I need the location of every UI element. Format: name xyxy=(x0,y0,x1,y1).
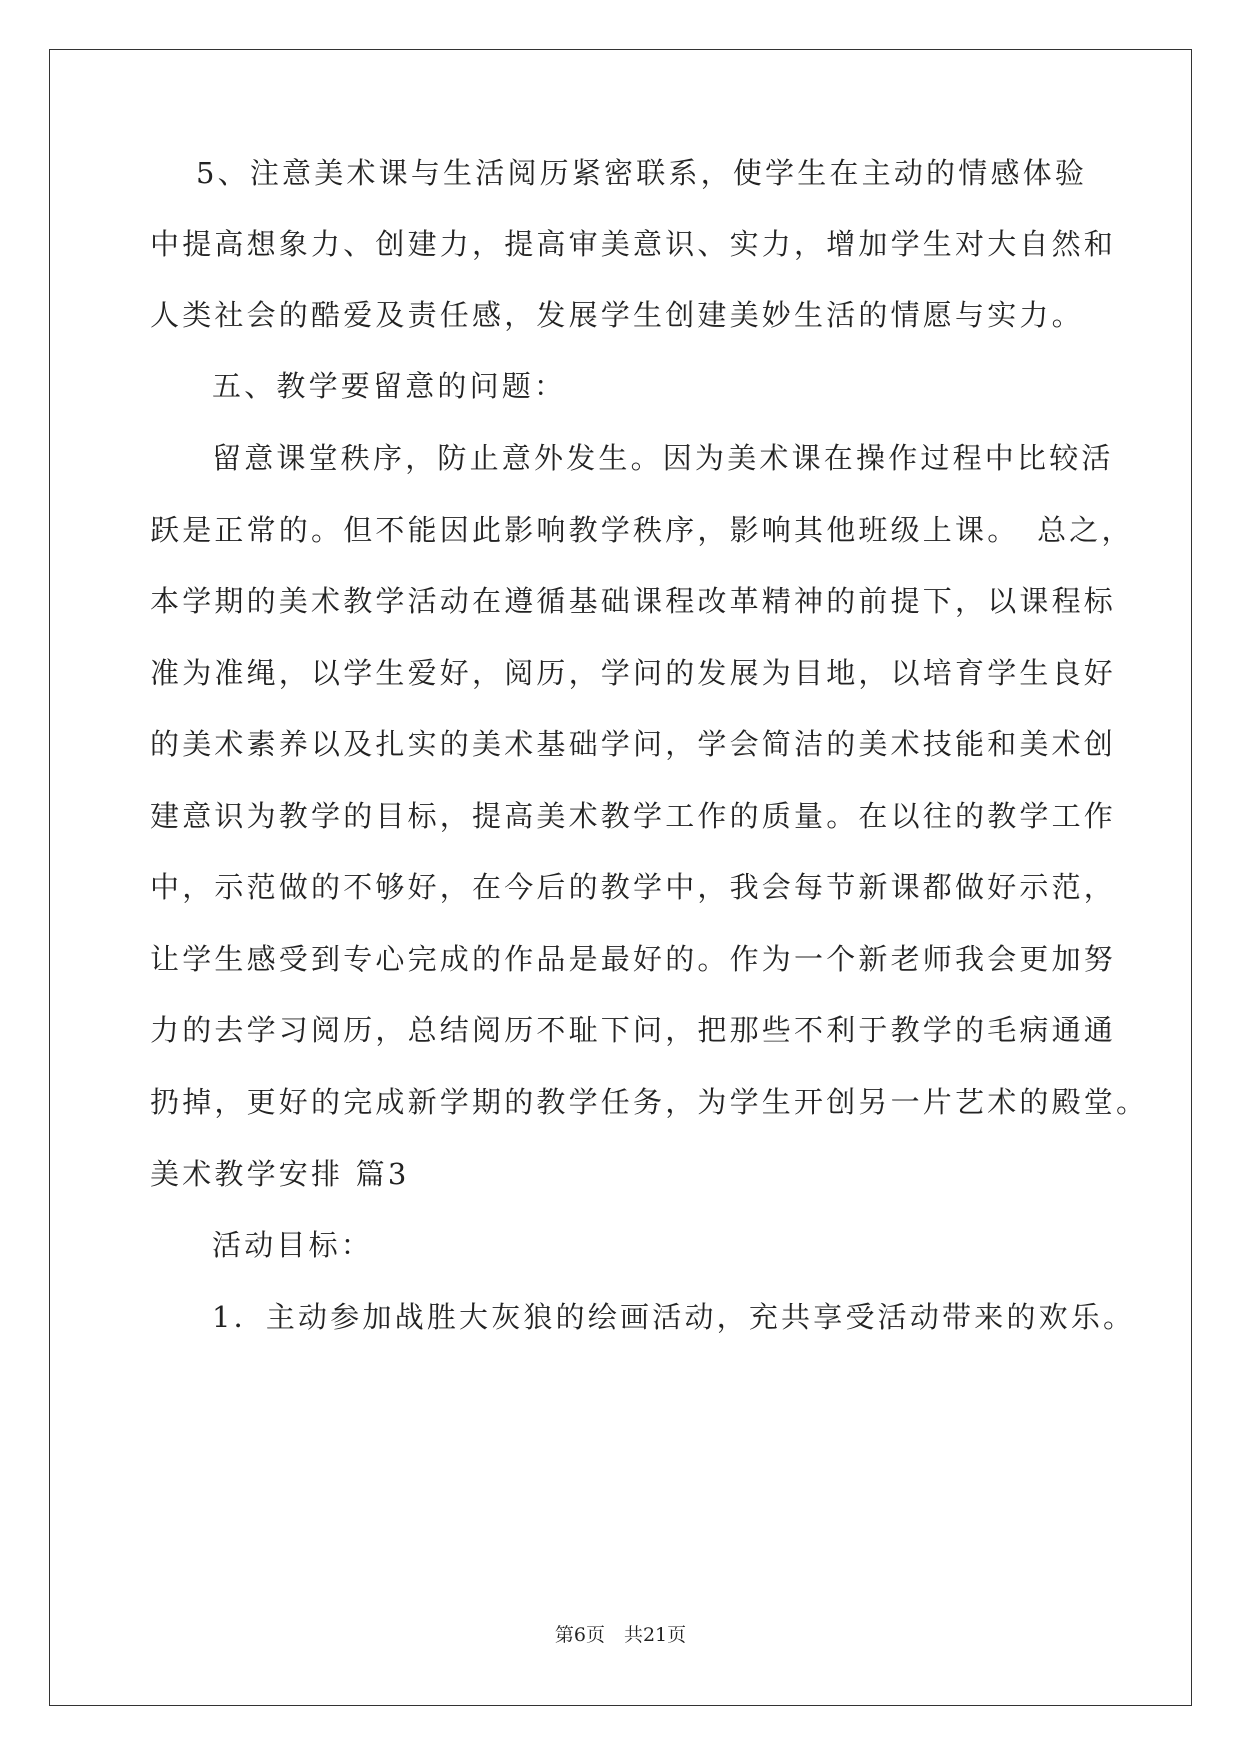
page-number: 第6页 共21页 xyxy=(554,1624,687,1646)
list-item: 1．主动参加战胜大灰狼的绘画活动，充共享受活动带来的欢乐。 xyxy=(212,1300,1136,1334)
section-heading: 活动目标： xyxy=(212,1228,374,1262)
paragraph-line: 建意识为教学的目标，提高美术教学工作的质量。在以往的教学工作 xyxy=(150,799,1117,833)
paragraph-line: 中，示范做的不够好，在今后的教学中，我会每节新课都做好示范， xyxy=(150,870,1117,904)
paragraph-line: 留意课堂秩序，防止意外发生。因为美术课在操作过程中比较活 xyxy=(212,441,1114,475)
paragraph-line: 的美术素养以及扎实的美术基础学问，学会简洁的美术技能和美术创 xyxy=(150,727,1117,761)
paragraph-line: 本学期的美术教学活动在遵循基础课程改革精神的前提下，以课程标 xyxy=(150,584,1117,618)
paragraph-line: 准为准绳，以学生爱好，阅历，学问的发展为目地，以培育学生良好 xyxy=(150,656,1117,690)
paragraph-line: 5、注意美术课与生活阅历紧密联系，使学生在主动的情感体验 xyxy=(196,156,1088,190)
paragraph-line: 扔掉，更好的完成新学期的教学任务，为学生开创另一片艺术的殿堂。 xyxy=(150,1085,1149,1119)
paragraph-line: 跃是正常的。但不能因此影响教学秩序，影响其他班级上课。 总之， xyxy=(150,513,1134,547)
paragraph-line: 人类社会的酷爱及责任感，发展学生创建美妙生活的情愿与实力。 xyxy=(150,298,1084,332)
section-heading: 五、教学要留意的问题： xyxy=(212,369,567,403)
paragraph-line: 中提高想象力、创建力，提高审美意识、实力，增加学生对大自然和 xyxy=(150,227,1117,261)
paragraph-line: 力的去学习阅历，总结阅历不耻下问，把那些不利于教学的毛病通通 xyxy=(150,1013,1117,1047)
section-title: 美术教学安排 篇3 xyxy=(150,1157,410,1191)
paragraph-line: 让学生感受到专心完成的作品是最好的。作为一个新老师我会更加努 xyxy=(150,942,1117,976)
